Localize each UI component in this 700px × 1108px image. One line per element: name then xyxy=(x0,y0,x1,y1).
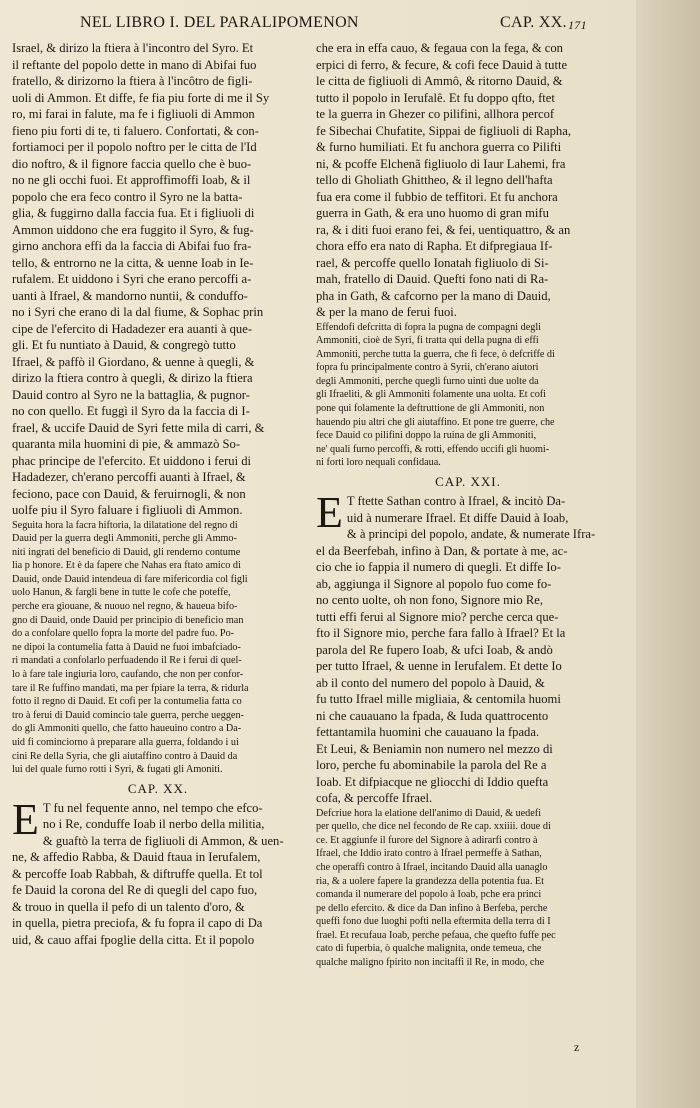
text-line: Dauid per la guerra degli Ammoniti, perche gli Ammo- xyxy=(12,533,237,545)
right-column xyxy=(316,40,620,970)
text-line: fe Dauid la corona del Re di quegli del capo fuo, xyxy=(12,883,258,898)
text-line: Dauid contro al Syro ne la battaglia, & pugnor- xyxy=(12,387,250,402)
text-line: no i Re, conduffe Ioab il nerbo della militia, xyxy=(42,817,265,832)
text-line: Defcriue hora la elatione dell'animo di Dauid, & uedefi xyxy=(316,807,542,819)
page-edge xyxy=(636,0,700,1108)
text-line: fieno piu forti di te, ti faluero. Confortati, & con- xyxy=(12,123,259,138)
text-line: uolo Hanun, & fargli bene in tutte le cofe che poteffe, xyxy=(12,587,231,599)
text-line: fortiamoci per il popolo noftro per le citta de l'Id xyxy=(12,140,257,154)
text-line: che operaffi contro à Ifrael, incitando Dauid alla uanaglo xyxy=(316,861,548,873)
right-commentary-2 xyxy=(316,807,620,970)
left-text-block-2 xyxy=(12,794,304,949)
folio-number: 171 xyxy=(568,18,587,32)
text-line: fettantamila huomini che cauauano la fpada. xyxy=(316,725,540,740)
text-line: & per la mano de ferui fuoi. xyxy=(316,305,457,319)
chapter-heading-xxi: CAP. XXI. xyxy=(435,474,501,490)
text-line: & à principi del popolo, andate, & numerate Ifra- xyxy=(346,527,596,542)
text-line: queffi fono due luoghi pofti nella eftermita della terra di I xyxy=(316,916,551,928)
text-line: fece Dauid co pilifini doppo la ruina de gli Ammoniti, xyxy=(316,430,537,442)
text-line: le citta de figliuoli di Ammô, & ritorno Dauid, & xyxy=(316,74,563,88)
text-line: dirizo la ftiera contro à quegli, & dirizo la ftiera xyxy=(12,371,253,385)
text-line: fu tutto Ifrael mille migliaia, & centomila huomi xyxy=(316,692,561,707)
left-commentary-1 xyxy=(12,519,304,777)
right-text-block-1 xyxy=(316,40,620,321)
text-line: hauendo piu altri che gli aiutaffino. Et pone tre guerre, che xyxy=(316,416,555,428)
text-line: uid, & cauo affai fpoglie della citta. Et il popolo xyxy=(12,932,255,947)
text-line: per tutto Ifrael, & uenne in Ierufalem. Et dette Io xyxy=(316,659,562,674)
text-line: pha in Gath, & cafcorno per la mano di Dauid, xyxy=(316,288,551,303)
text-line: el da Beerfebah, infino à Dan, & portate à me, ac- xyxy=(316,543,568,558)
text-line: fratello, & dirizorno la ftiera à l'incôtro de figli- xyxy=(12,74,253,88)
text-line: fto il Signore mio, perche fara fallo à Ifrael? Et la xyxy=(316,626,566,641)
text-line: Dauid, onde Dauid intendeua di fare mifericordia col figli xyxy=(12,573,248,585)
text-line: tare il Re fuffino mandati, ma per fpiare la terra, & ridurla xyxy=(12,682,249,694)
text-line: T ftette Sathan contro à Ifrael, & incitò Da- xyxy=(346,494,566,509)
text-line: phac principe de l'efercito. Et uiddono i ferui di xyxy=(12,453,252,468)
text-line: il reftante del popolo dette in mano di Abifai fuo xyxy=(12,57,257,72)
text-line: fotto il regno di Dauid. Et cofi per la contumelia fatta co xyxy=(12,696,242,708)
text-line: do a confolare quello fopra la morte del padre fuo. Po- xyxy=(12,628,235,640)
running-chapter: CAP. XX. xyxy=(500,14,567,31)
text-line: Israel, & dirizo la ftiera à l'incontro del Syro. Et xyxy=(12,41,254,55)
text-line: ra, & i diti fuoi erano fei, & fei, uentiquattro, & an xyxy=(316,222,571,237)
text-line: lui del quale furno rotti i Syri, & fugati gli Amoniti. xyxy=(12,764,223,776)
drop-cap: E xyxy=(12,794,39,844)
text-line: guerra in Gath, & era uno huomo di gran mifu xyxy=(316,206,549,220)
text-line: ab il conto del numero del popolo à Dauid, & xyxy=(316,675,545,690)
text-line: ri mandati a confolarlo perfuadendo il Re i ferui di quel- xyxy=(12,655,242,667)
text-line: cio che io fappia il numero di quegli. Et diffe Io- xyxy=(316,560,561,575)
text-line: qualche maligno fpirito non incitaffi il Re, in modo, che xyxy=(316,957,545,969)
text-line: niti ingrati del beneficio di Dauid, gli renderno contume xyxy=(12,546,241,558)
text-line: che era in effa cauo, & fegaua con la fega, & con xyxy=(316,41,563,55)
drop-cap: E xyxy=(316,488,343,538)
text-line: uolfe piu il Syro faluare i figliuoli di Ammon. xyxy=(12,503,243,517)
text-line: perche era giouane, & nuouo nel regno, & haueua bifo- xyxy=(12,601,238,613)
text-line: cini Re della Syria, che gli aiutaffino contro à Dauid da xyxy=(12,750,238,762)
text-line: rael, & percoffe quello Ionatah figliuolo di Si- xyxy=(316,255,549,270)
text-line: no i Syri che erano di la dal fiume, & Sophac prin xyxy=(12,305,264,319)
left-column xyxy=(12,40,304,948)
text-line: cofa, & percoffe Ifrael. xyxy=(316,791,433,806)
chapter-heading-xx: CAP. XX. xyxy=(127,780,189,796)
text-line: ce. Et aggiunfe il furore del Signore à adirarfi contro à xyxy=(316,834,538,846)
text-line: popolo che era feco contro il Syro ne la batta- xyxy=(12,189,243,204)
text-line: Ifrael, che Iddio irato contro à Ifrael permeffe à Sathan, xyxy=(316,848,542,860)
text-line: erpici di ferro, & fecure, & cofi fece Dauid à tutte xyxy=(316,57,568,72)
text-line: Hadadezer, ch'erano percoffi auanti à Ifrael, & xyxy=(12,470,246,484)
text-line: ne' quali furno percoffi, & rotti, effendo uccifi gli huomi- xyxy=(316,443,550,455)
text-line: Et Leui, & Beniamin non numero nel mezzo di xyxy=(316,741,553,756)
text-line: in quella, pietra preciofa, & fu fopra il capo di Da xyxy=(12,916,263,931)
text-line: fua era come il fubbio de teffitori. Et fu anchora xyxy=(316,189,558,204)
text-line: Ioab. Et difpiacque ne gliocchi di Iddio quefta xyxy=(316,774,549,789)
text-line: Ifrael, & paffò il Giordano, & uenne à quegli, & xyxy=(12,354,255,369)
text-line: ro, mi farai in falute, ma fe i figliuoli di Ammon xyxy=(12,107,255,121)
text-line: no cento uolte, oh non fono, Signore mio Re, xyxy=(316,593,544,608)
text-line: uid à numerare Ifrael. Et diffe Dauid à Ioab, xyxy=(346,510,569,525)
text-line: rufalem. Et uiddono i Syri che erano percoffi a- xyxy=(12,272,252,286)
text-line: & furno humiliati. Et fu anchora guerra co Pilifti xyxy=(316,140,562,154)
text-line: ab, aggiunga il Signore al popolo fuo come fo- xyxy=(316,576,552,591)
text-line: ria, & a uolere fapere la grandezza della potentia fua. Et xyxy=(316,875,544,887)
text-line: cato di fuperbia, ò qualche malignita, onde temeua, che xyxy=(316,943,542,955)
text-line: frael. Et recufaua Ioab, perche pefaua, che quefto fuffe pec xyxy=(316,929,556,941)
text-line: no con quello. Et fuggì il Syro da la faccia di I- xyxy=(12,404,250,418)
catchword: z xyxy=(574,1040,580,1054)
text-line: ni che cauauano la fpada, & Iuda quattrocento xyxy=(316,708,549,723)
text-line: mah, fratello di Dauid. Quefti fono nati di Ra- xyxy=(316,272,549,286)
text-line: pe dello efercito. & dice da Dan infino à Berfeba, perche xyxy=(316,902,548,914)
text-line: glia, & fuggirno dalla faccia fua. Et i figliuoli di xyxy=(12,206,255,220)
text-line: gno di Dauid, onde Dauid per principio di beneficio man xyxy=(12,614,244,626)
text-line: Effendofi defcritta di fopra la pugna de compagni degli xyxy=(316,321,541,333)
text-line: ne, & affedio Rabba, & Dauid ftaua in Ierufalem, xyxy=(12,850,261,865)
text-line: no ne gli occhi fuoi. Et approffimoffi Ioab, & il xyxy=(12,173,251,187)
text-line: fopra fu principalmente contro à Syrii, ch'erano aiutori xyxy=(316,362,539,374)
text-line: uoli di Ammon. Et diffe, fe fia piu forte di me il Sy xyxy=(12,90,270,105)
text-line: dio noftro, & il fignore faccia quello che è buo- xyxy=(12,156,252,171)
right-commentary-1 xyxy=(316,321,620,471)
text-line: parola del Re fupero Ioab, & ufci Ioab, & andò xyxy=(316,642,553,657)
text-line: Ammon uiddono che era fuggito il Syro, & fug- xyxy=(12,222,254,237)
text-line: uanti à Ifrael, & mandorno nuntii, & conduffo- xyxy=(12,288,248,303)
text-line: girno anchora effi da la faccia di Abifai fuo fra- xyxy=(12,239,252,253)
text-line: frael, & uccife Dauid de Syri fette mila di carri, & xyxy=(12,420,265,435)
text-line: ne dipoi la contumelia fatta à Dauid ne fuoi imbafciado- xyxy=(12,641,241,653)
chapter-xx-opening xyxy=(12,794,304,949)
text-line: Ammoniti, perche tutta la guerra, che fi fece, ò defcriffe di xyxy=(316,348,555,360)
text-line: tutti effi ferui al Signore mio? perche cerca que- xyxy=(316,609,559,624)
text-line: & trouo in quella il pefo di un talento d'oro, & xyxy=(12,899,245,914)
running-header xyxy=(80,10,600,34)
text-line: chora effo era nato di Rapha. Et difpregiaua If- xyxy=(316,239,553,253)
text-line: T fu nel fequente anno, nel tempo che efco- xyxy=(42,800,263,815)
text-line: Seguita hora la facra hiftoria, la dilatatione del regno di xyxy=(12,519,238,531)
text-line: loro, perche fu abominabile la parola del Re a xyxy=(316,758,547,773)
text-line: & guaftò la terra de figliuoli di Ammon, & uen- xyxy=(42,833,284,848)
text-line: tutto il popolo in Ierufalê. Et fu doppo qfto, ftet xyxy=(316,90,555,105)
text-line: per quello, che dice nel fecondo de Re cap. xxiiii. doue di xyxy=(316,821,551,833)
right-text-block-2 xyxy=(316,488,620,807)
text-line: ni, & pcoffe Elchenã figliuolo di Iaur Lahemi, fra xyxy=(316,156,566,171)
text-line: cipe de l'efercito di Hadadezer era auanti à que- xyxy=(12,321,253,336)
text-line: ni forti loro nequali confidaua. xyxy=(316,457,441,469)
text-line: lo à fare tale ingiuria loro, caufando, che non per confor- xyxy=(12,669,244,681)
text-line: feciono, pace con Dauid, & feruirnogli, & non xyxy=(12,486,246,501)
text-line: uid fi cominciorno à preparare alla guerra, foldando i ui xyxy=(12,737,239,748)
text-line: te la guerra in Ghezer co pilifini, allhora percof xyxy=(316,107,555,121)
text-line: & percoffe Ioab Rabbah, & diftruffe quella. Et tol xyxy=(12,866,263,881)
text-line: tro à ferui di Dauid comincio tale guerra, perche ueggen- xyxy=(12,709,244,721)
text-line: comanda il numerare del popolo à Ioab, pche era princi xyxy=(316,889,542,901)
text-line: pone qui folamente la deftruttione de gli Ammoniti, non xyxy=(316,403,545,415)
text-line: gli Ifraeliti, & gli Ammoniti folamente una uolta. Et cofi xyxy=(316,389,547,401)
text-line: fe Sibechai Chufatite, Sippai de figliuoli di Rapha, xyxy=(316,123,571,138)
text-line: tello, & entrorno ne la citta, & uenne Ioab in Ie- xyxy=(12,255,254,270)
text-line: Ammoniti, cioè de Syri, fi tratta qui della pugna di effi xyxy=(316,335,539,347)
text-line: degli Ammoniti, perche quegli furno uinti due uolte da xyxy=(316,375,539,387)
chapter-xxi-opening xyxy=(316,488,620,807)
text-line: gli. Et fu nuntiato à Dauid, & congregò tutto xyxy=(12,338,236,352)
text-line: lia p honore. Et è da fapere che Nahas era ftato amico di xyxy=(12,560,241,572)
text-line: quaranta mila huomini di pie, & ammazò So- xyxy=(12,437,241,451)
left-text-block-1 xyxy=(12,40,304,519)
text-line: tello di Gholiath Ghittheo, & il legno dell'hafta xyxy=(316,173,553,187)
running-title: NEL LIBRO I. DEL PARALIPOMENON xyxy=(80,14,359,31)
text-line: do gli Ammoniti quello, che fatto haueuino contro a Da- xyxy=(12,723,242,735)
